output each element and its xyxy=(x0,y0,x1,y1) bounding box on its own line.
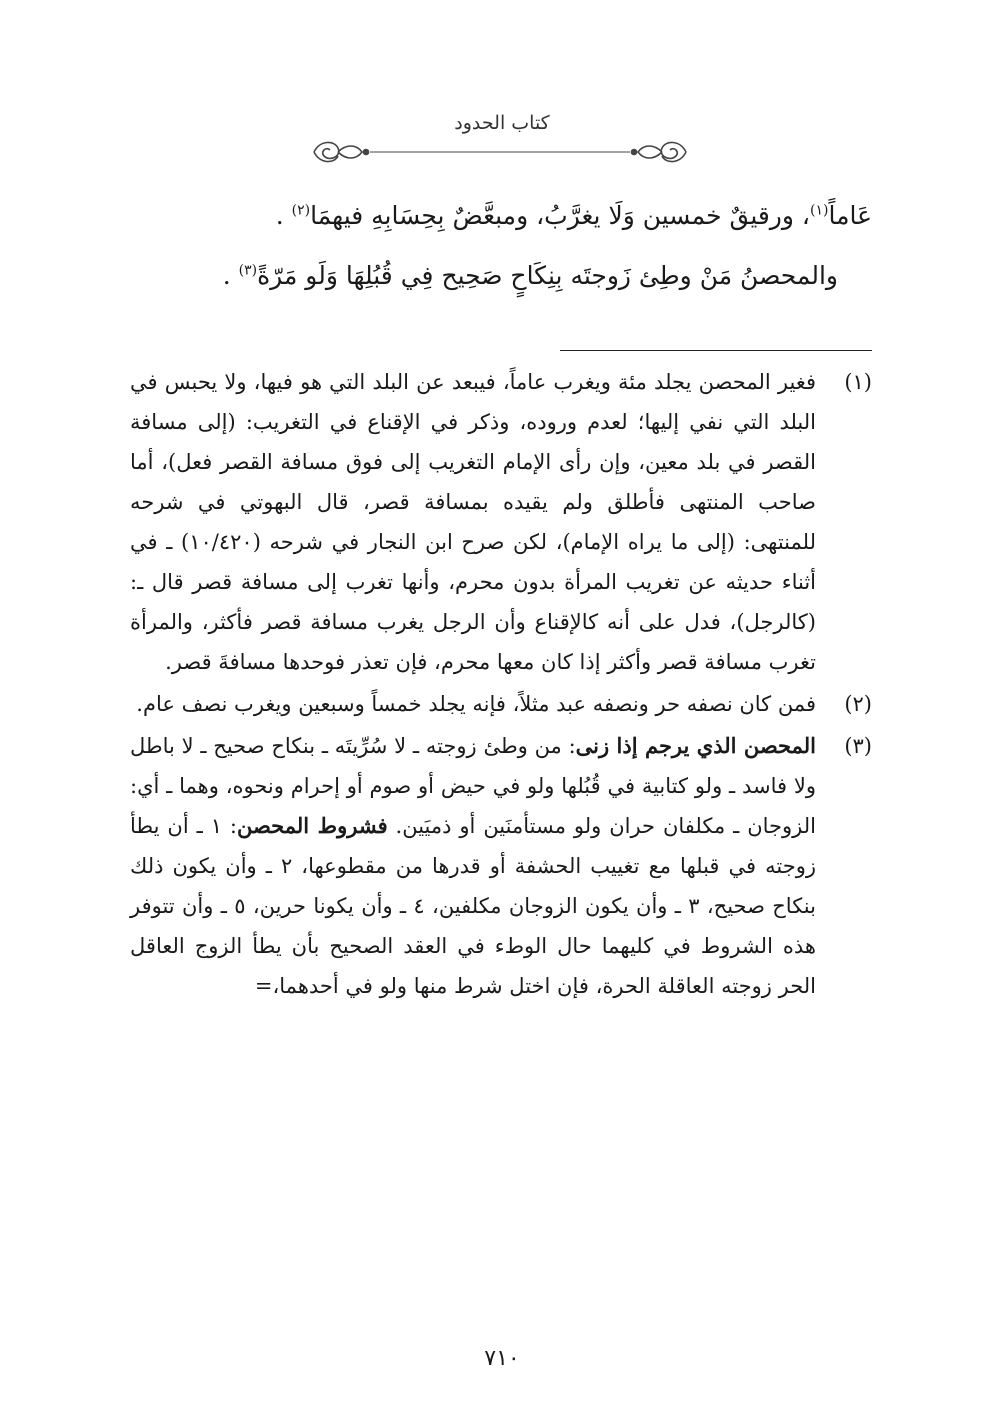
footnote-2 xyxy=(130,684,872,724)
footnote-text-3 xyxy=(130,726,816,1006)
footnote-1 xyxy=(130,362,872,682)
main-line-2-end: . xyxy=(222,261,231,290)
page-number: ٧١٠ xyxy=(484,1346,520,1371)
main-line-1-start: عَاماً xyxy=(828,201,872,230)
footnote-3-text-2: : ١ ـ أن يطأ زوجته في قبلها مع تغييب الحشفة أو قدرها من مقطوعها، ٢ ـ وأن يكون ذلك بنكاح صحيح، ٣ ـ وأن يكون الزوجان مكلفين، ٤ ـ وأن يكونا حرين، ٥ ـ وأن تتوفر هذه الشروط في كليهما حال الوطء في العقد الصحيح بأن يطأ الزوج العاقل الحر زوجته العاقلة الحرة، فإن اختل شرط منها ولو في أحدهما،= xyxy=(130,814,816,998)
footnote-3-heading-1: المحصن الذي يرجم إذا زنى xyxy=(575,733,816,758)
main-line-1-end: . xyxy=(275,201,284,230)
decorative-divider-icon xyxy=(300,130,700,170)
footnotes xyxy=(130,362,872,1006)
main-line-2-text: والمحصنُ مَنْ وطِئ زَوجتَه بِنِكَاحٍ صَحِيح فِي قُبُلِهَا وَلَو مَرّةً xyxy=(257,261,838,290)
footnote-separator xyxy=(560,350,872,351)
footnote-ref-1[interactable]: (١) xyxy=(809,202,829,219)
footnote-ref-3[interactable]: (٣) xyxy=(238,262,258,279)
main-line-1-rest: ، ورقيقٌ خمسين وَلَا يغرَّبُ، ومبعَّضٌ بِحِسَابِهِ فيهمَا xyxy=(310,201,810,230)
main-line-1 xyxy=(150,192,872,240)
footnote-number-1: (١) xyxy=(844,370,872,394)
footnote-number-3: (٣) xyxy=(844,734,872,758)
footnote-text-1: فغير المحصن يجلد مئة ويغرب عاماً، فيبعد عن البلد التي هو فيها، ولا يحبس في البلد التي نفي إليها؛ لعدم وروده، وذكر في الإقناع في التغريب: (إلى مسافة القصر في بلد معين، وإن رأى الإمام التغريب إلى فوق مسافة القصر فعل)، أما صاحب المنتهى فأطلق ولم يقيده بمسافة قصر، قال البهوتي في شرحه للمنتهى: (إلى ما يراه الإمام)، لكن صرح ابن النجار في شرحه (١٠/٤٢٠) ـ في أثناء حديثه عن تغريب المرأة بدون محرم، وأنها تغرب إلى مسافة قصر قال ـ: (كالرجل)، فدل على أنه كالإقناع وأن الرجل يغرب مسافة قصر فأكثر، والمرأة تغرب مسافة قصر وأكثر إذا كان معها محرم، فإن تعذر فوحدها مسافةَ قصر. xyxy=(130,370,816,674)
footnote-number-2: (٢) xyxy=(844,692,872,716)
header-title: كتاب الحدود xyxy=(454,112,550,134)
footnote-3 xyxy=(130,726,872,1006)
main-text xyxy=(150,192,872,312)
footnote-3-heading-2: فشروط المحصن xyxy=(236,813,388,838)
footnote-3-text-1: : من وطئ زوجته ـ لا سُرِّيتَه ـ بنكاح صحيح ـ لا باطل ولا فاسد ـ ولو كتابية في قُبُلها ولو في حيض أو صوم أو إحرام ونحوه، وهما ـ أي: الزوجان ـ مكلفان حران ولو مستأمنَين أو ذميَين. xyxy=(130,734,816,838)
footnote-ref-2[interactable]: (٢) xyxy=(291,202,311,219)
footnote-text-2: فمن كان نصفه حر ونصفه عبد مثلاً، فإنه يجلد خمساً وسبعين ويغرب نصف عام. xyxy=(136,692,816,716)
main-line-2 xyxy=(150,252,872,300)
